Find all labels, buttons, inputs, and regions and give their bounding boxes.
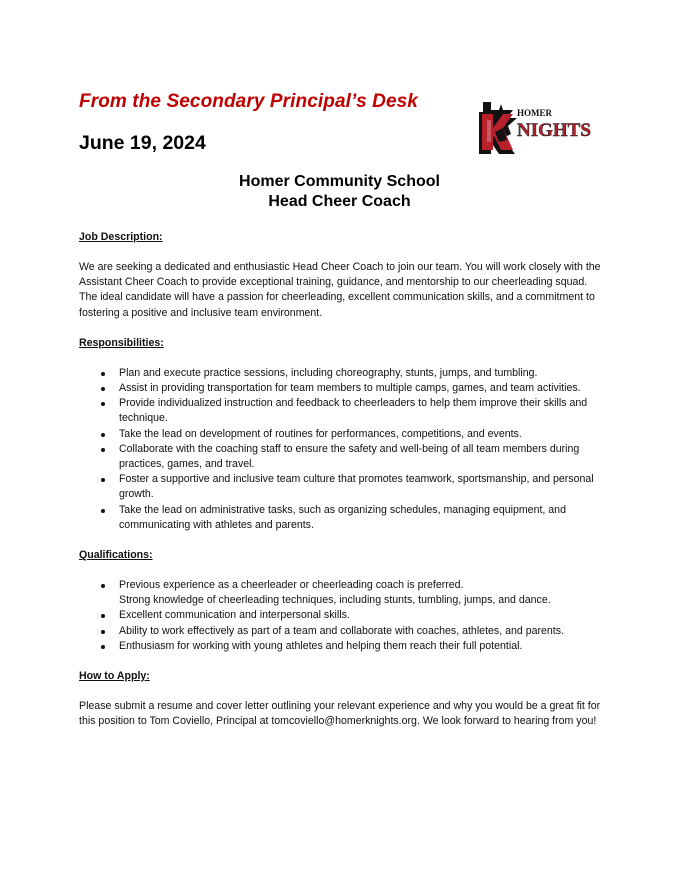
how-to-apply-heading: How to Apply: (79, 670, 150, 683)
list-item: Enthusiasm for working with young athletes and helping them reach their full potential. (79, 639, 604, 654)
bullet-icon (101, 433, 105, 437)
document-title (0, 172, 679, 212)
bullet-icon (101, 387, 105, 391)
homer-knights-logo-icon (477, 98, 607, 156)
school-name: Homer Community School (239, 173, 440, 190)
bullet-icon (101, 645, 105, 649)
bullet-icon (101, 509, 105, 513)
job-description-body: We are seeking a dedicated and enthusiastic Head Cheer Coach to join our team. You will work closely with the Assistant Cheer Coach to provide exceptional training, guidance, and mentorship to our cheerleading squad. The ideal candidate will have a passion for cheerleading, excellent communication skills, and a commitment to fostering a positive and inclusive team environment. (79, 261, 601, 319)
logo-top-text: HOMER (517, 108, 552, 118)
bullet-icon (101, 402, 105, 406)
how-to-apply-body: Please submit a resume and cover letter outlining your relevant experience and why you would be a great fit for this position to Tom Coviello, Principal at tomcoviello@homerknights.org. We look forward to hearing from you! (79, 700, 601, 728)
list-item: Take the lead on administrative tasks, such as organizing schedules, managing equipment, and communicating with athletes and parents. (79, 503, 604, 533)
list-item: Ability to work effectively as part of a team and collaborate with coaches, athletes, and parents. (79, 624, 604, 639)
bullet-icon (101, 614, 105, 618)
job-description-heading: Job Description: (79, 231, 163, 243)
list-item: Excellent communication and interpersonal skills. (79, 608, 604, 623)
header-title: From the Secondary Principal’s Desk (79, 91, 418, 112)
list-item: Assist in providing transportation for team members to multiple camps, games, and team activities. (79, 381, 604, 396)
list-item: Foster a supportive and inclusive team culture that promotes teamwork, sportsmanship, and personal growth. (79, 472, 604, 502)
list-item: Strong knowledge of cheerleading techniques, including stunts, tumbling, jumps, and dance. (119, 594, 551, 607)
responsibilities-heading: Responsibilities: (79, 336, 164, 349)
responsibilities-list (79, 366, 604, 533)
logo-main-text: NIGHTS (517, 120, 591, 141)
qualifications-list (79, 578, 604, 654)
header-date: June 19, 2024 (79, 132, 206, 154)
bullet-icon (101, 448, 105, 452)
list-item: Provide individualized instruction and feedback to cheerleaders to help them improve their skills and technique. (79, 396, 604, 426)
qualifications-heading: Qualifications: (79, 549, 153, 562)
bullet-icon (101, 584, 105, 588)
position-name: Head Cheer Coach (268, 193, 411, 210)
list-item: Previous experience as a cheerleader or cheerleading coach is preferred. (79, 578, 604, 593)
list-item: Plan and execute practice sessions, including choreography, stunts, jumps, and tumbling. (79, 366, 604, 381)
list-item: Take the lead on development of routines for performances, competitions, and events. (79, 427, 604, 442)
bullet-icon (101, 630, 105, 634)
bullet-icon (101, 478, 105, 482)
bullet-icon (101, 372, 105, 376)
list-item: Collaborate with the coaching staff to ensure the safety and well-being of all team members during practices, games, and travel. (79, 442, 604, 472)
document-body (79, 230, 604, 729)
